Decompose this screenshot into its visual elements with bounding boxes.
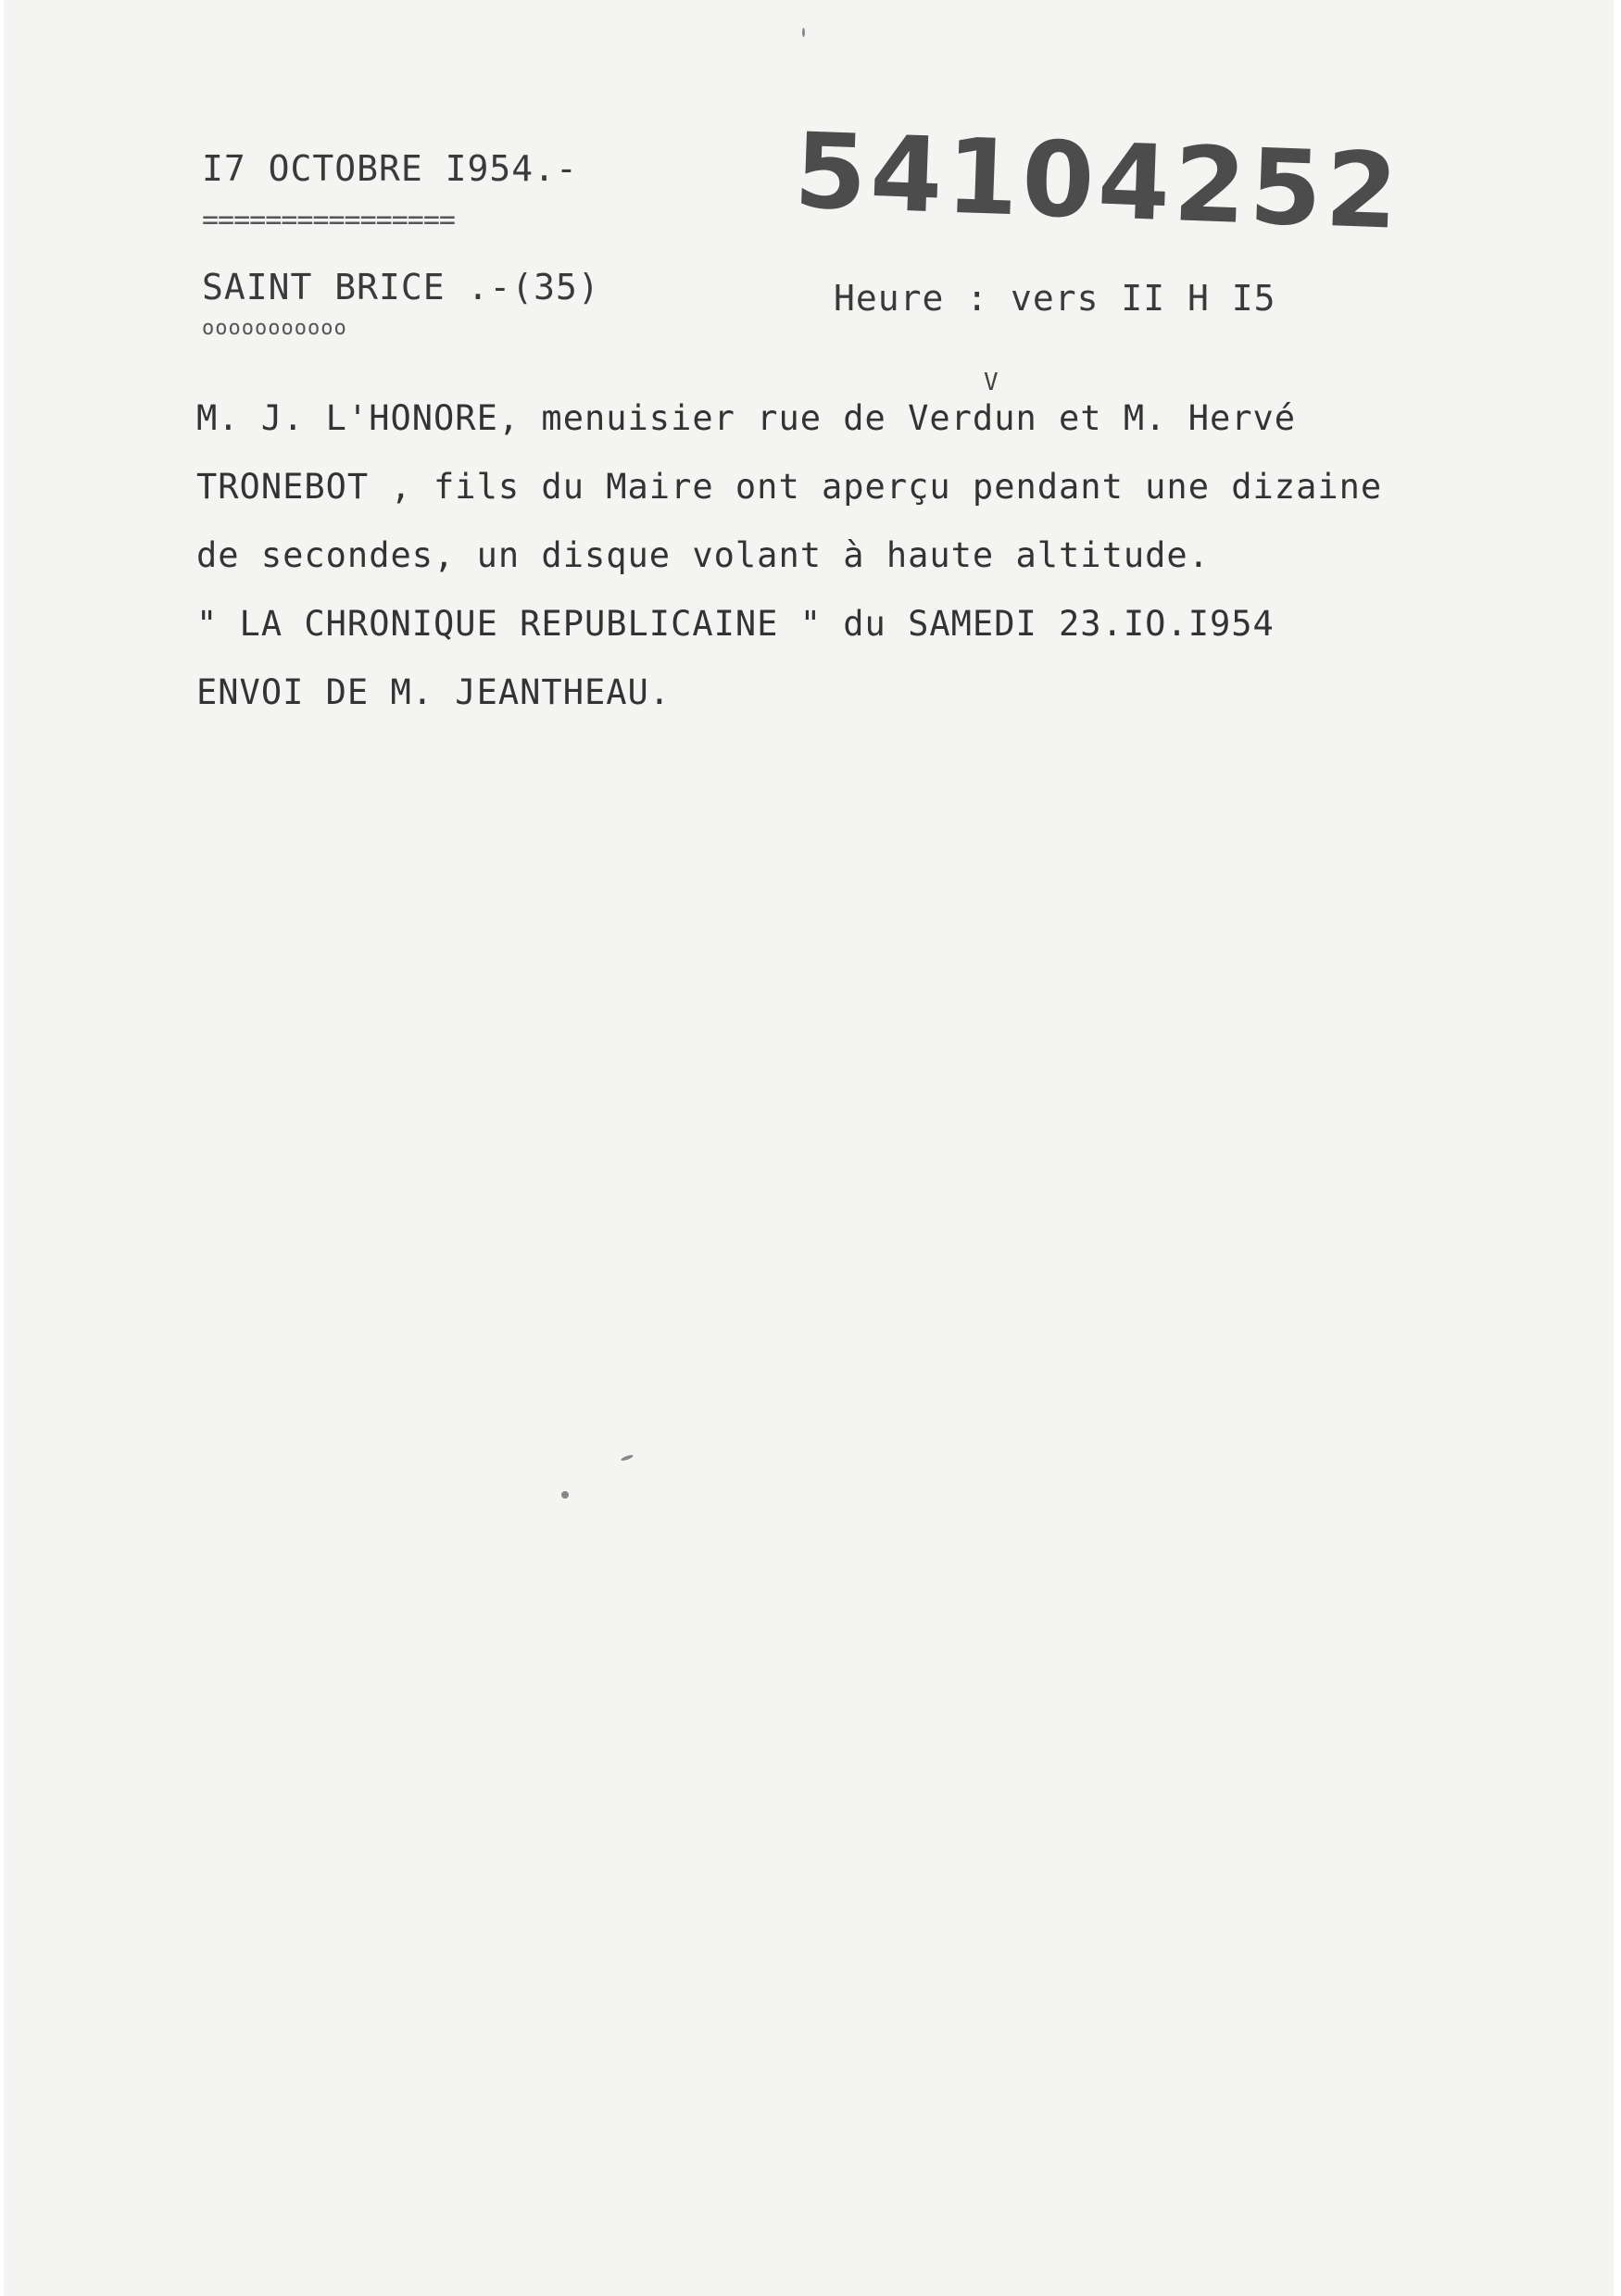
report-body	[196, 384, 1382, 727]
report-location: SAINT BRICE .-(35)	[202, 267, 600, 307]
paper-speck	[802, 28, 805, 37]
paper-speck	[621, 1454, 635, 1462]
body-line: de secondes, un disque volant à haute altitude.	[196, 535, 1210, 575]
page-edge	[1614, 0, 1621, 2296]
file-number-stamp: 54104252	[792, 111, 1404, 253]
paper-speck	[561, 1491, 569, 1499]
report-date: I7 OCTOBRE I954.-	[202, 148, 578, 189]
page-edge	[0, 0, 4, 2296]
body-line: ENVOI DE M. JEANTHEAU.	[196, 672, 672, 712]
location-underline: ooooooooooo	[202, 317, 347, 340]
body-line: M. J. L'HONORE, menuisier rue de Verdun et M. Hervé	[196, 398, 1297, 438]
correction-mark: V	[984, 369, 999, 396]
report-time: Heure : vers II H I5	[834, 278, 1276, 319]
body-line: " LA CHRONIQUE REPUBLICAINE " du SAMEDI 23.IO.I954	[196, 604, 1275, 644]
date-underline: ================	[202, 204, 455, 236]
body-line: TRONEBOT , fils du Maire ont aperçu pendant une dizaine	[196, 467, 1383, 507]
